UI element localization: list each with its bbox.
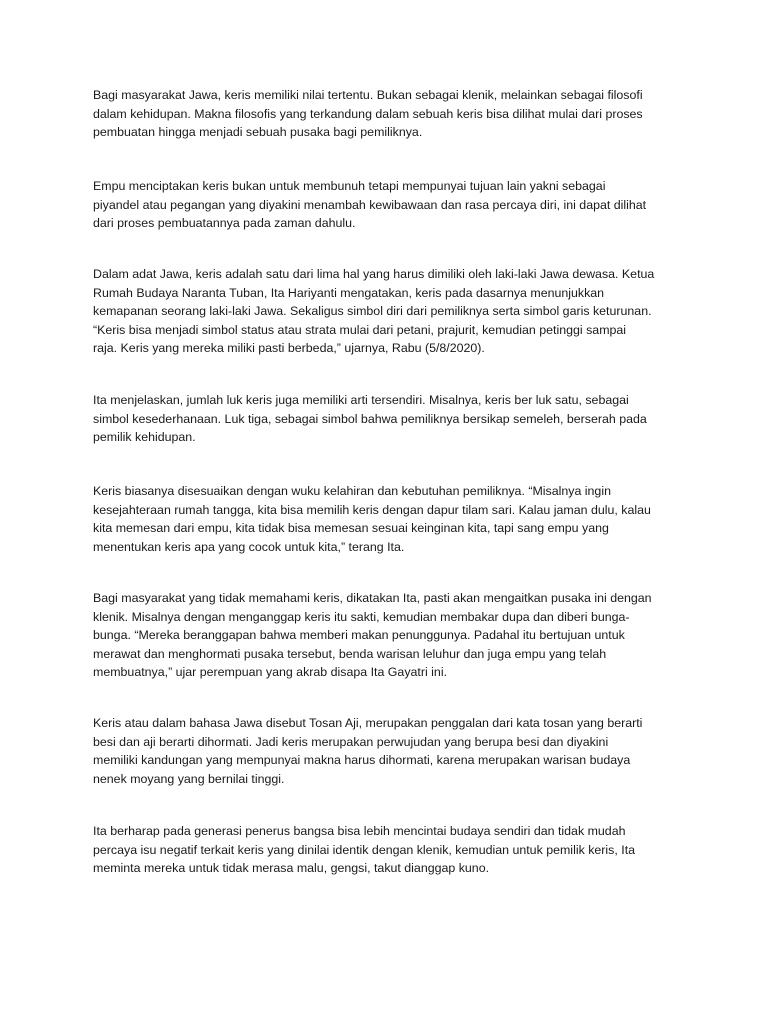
paragraph-6: Bagi masyarakat yang tidak memahami keris, dikatakan Ita, pasti akan mengaitkan pusaka ini dengan klenik. Misalnya dengan menganggap keris itu sakti, kemudian membakar dupa dan diberi bunga- bunga. “Mereka beranggapan bahwa memberi makan penunggunya. Padahal itu bertujuan untuk merawat dan menghormati pusaka tersebut, benda warisan leluhur dan juga empu yang telah membuatnya,” ujar perempuan yang akrab disapa Ita Gayatri ini. <box>93 591 652 679</box>
paragraph-3: Dalam adat Jawa, keris adalah satu dari lima hal yang harus dimiliki oleh laki-laki Jawa dewasa. Ketua Rumah Budaya Naranta Tuban, Ita Hariyanti mengatakan, keris pada dasarnya menunjukkan kemapanan seorang laki-laki Jawa. Sekaligus simbol diri dari pemiliknya serta simbol garis keturunan. “Keris bisa menjadi simbol status atau strata mulai dari petani, prajurit, kemudian petinggi sampai raja. Keris yang mereka miliki pasti berbeda,” ujarnya, Rabu (5/8/2020). <box>93 267 655 355</box>
paragraph-8: Ita berharap pada generasi penerus bangsa bisa lebih mencintai budaya sendiri dan tidak mudah percaya isu negatif terkait keris yang dinilai identik dengan klenik, kemudian untuk pemilik keris, Ita meminta mereka untuk tidak merasa malu, gengsi, takut dianggap kuno. <box>93 824 636 875</box>
paragraph-2: Empu menciptakan keris bukan untuk membunuh tetapi mempunyai tujuan lain yakni sebagai piyandel atau pegangan yang diyakini menambah kewibawaan dan rasa percaya diri, ini dapat dilihat dari proses pembuatannya pada zaman dahulu. <box>93 179 647 230</box>
paragraph-4: Ita menjelaskan, jumlah luk keris juga memiliki arti tersendiri. Misalnya, keris ber luk satu, sebagai simbol kesederhanaan. Luk tiga, sebagai simbol bahwa pemiliknya bersikap semeleh, berserah pada pemilik kehidupan. <box>93 393 647 444</box>
paragraph-5: Keris biasanya disesuaikan dengan wuku kelahiran dan kebutuhan pemiliknya. “Misalnya ingin kesejahteraan rumah tangga, kita bisa memilih keris dengan dapur tilam sari. Kalau jaman dulu, kalau kita memesan dari empu, kita tidak bisa memesan sesuai keinginan kita, tapi sang empu yang menentukan keris apa yang cocok untuk kita,” terang Ita. <box>93 484 651 554</box>
paragraph-1: Bagi masyarakat Jawa, keris memiliki nilai tertentu. Bukan sebagai klenik, melainkan sebagai filosofi dalam kehidupan. Makna filosofis yang terkandung dalam sebuah keris bisa dilihat mulai dari proses pembuatan hingga menjadi sebuah pusaka bagi pemiliknya. <box>93 88 643 139</box>
paragraph-7: Keris atau dalam bahasa Jawa disebut Tosan Aji, merupakan penggalan dari kata tosan yang berarti besi dan aji berarti dihormati. Jadi keris merupakan perwujudan yang berupa besi dan diyakini memiliki kandungan yang mempunyai makna harus dihormati, karena merupakan warisan budaya nenek moyang yang bernilai tinggi. <box>93 716 643 786</box>
